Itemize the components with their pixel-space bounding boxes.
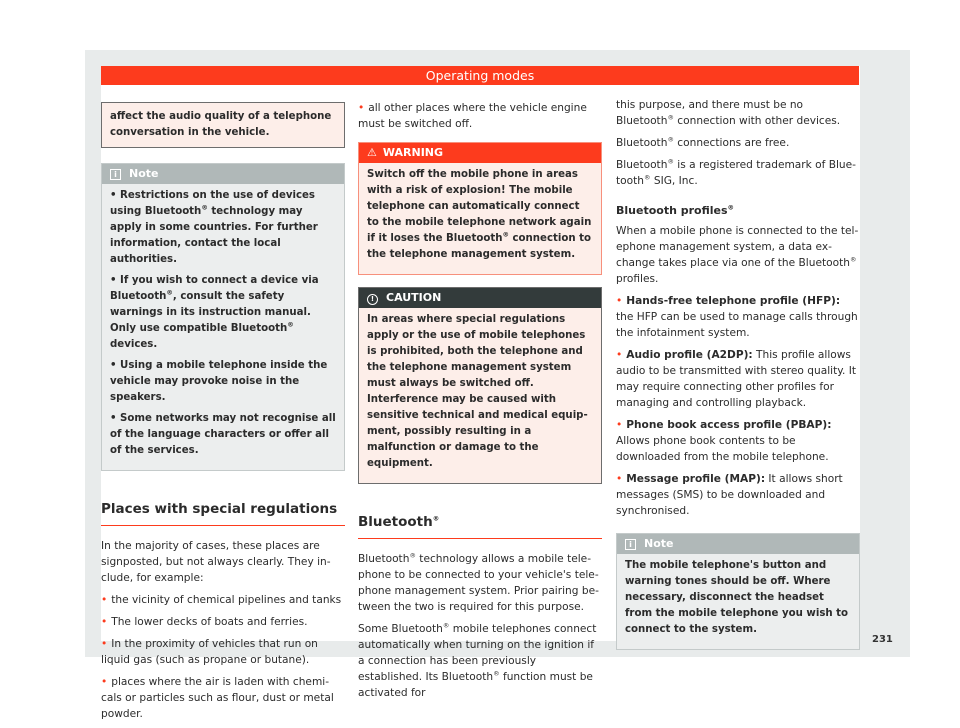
section-header: Operating modes [101,66,859,85]
column-3 [616,97,860,650]
note-header: i Note [617,534,859,554]
page-number: 231 [872,634,893,645]
paragraph: Bluetooth® is a registered trademark of Bluetooth® SIG, Inc. [616,157,856,187]
paragraph: this purpose, and there must be no Bluetooth® connection with other devices. [616,99,841,127]
note-item: • If you wish to connect a device via Bluetooth®, consult the safety warnings in its instruction manual. Only use compatible Bluetooth® devices. [110,275,319,350]
paragraph: In the majority of cases, these places are signposted, but not always clearly. They include, for example: [101,540,331,584]
warning-text: Switch off the mobile phone in areas with a risk of explosion! The mobile telephone can automatically connect to the mobile telephone network again if it loses the Bluetooth® connection to the telephone management system. [367,169,592,260]
section-heading: Places with special regulations [101,501,345,526]
warning-header: ⚠ WARNING [359,143,601,163]
caution-text: In areas where special regulations apply or the use of mobile telephones is prohibited, both the telephone and the telephone management system must always be switched off. Interference may be caused with sensitive technical and medical equipment, possibly resulting in a malfunction or damage to the equipment. [367,314,588,469]
continued-text: affect the audio quality of a telephone conversation in the vehicle. [110,111,332,138]
paragraph: Bluetooth® connections are free. [616,135,790,149]
bullet-item: • In the proximity of vehicles that run on liquid gas (such as propane or butane). [101,638,318,666]
profile-item: • Audio profile (A2DP): This profile allows audio to be transmitted with stereo quality. It may require connecting other profiles for managing and controlling playback. [616,349,857,409]
continued-warning-box [101,102,345,148]
note-item: • Restrictions on the use of devices using Bluetooth® technology may apply in some countries. For further information, contact the local authorities. [110,190,318,265]
note-header [102,164,344,184]
info-icon: i [110,169,121,180]
note-box [101,163,345,471]
paragraph: When a mobile phone is connected to the telephone management system, a data exchange takes place via one of the Bluetooth® profiles. [616,225,859,285]
note-box [616,533,860,650]
bullet-item: • places where the air is laden with chemicals or particles such as flour, dust or metal powder. [101,676,334,720]
info-icon: i [625,539,636,550]
paragraph: Some Bluetooth® mobile telephones connect automatically when turning on the ignition if a connection has been previously established. Its Bluetooth® function must be activated for [358,621,597,699]
note-text: The mobile telephone's button and warning tones should be off. Where necessary, disconnect the headset from the mobile telephone you wish to connect to the system. [625,560,849,635]
profile-item: • Hands-free telephone profile (HFP): the HFP can be used to manage calls through the infotainment system. [616,295,858,339]
note-title: Note [129,167,159,180]
bullet-item: • all other places where the vehicle engine must be switched off. [358,102,587,130]
warning-triangle-icon: ⚠ [367,146,377,159]
subheading: Bluetooth profiles® [616,203,735,217]
paragraph: Bluetooth® technology allows a mobile telephone to be connected to your vehicle's telephone management system. Prior pairing between the two is required for this purpose. [358,551,599,613]
warning-box [358,142,602,275]
caution-box [358,287,602,484]
caution-header: ! CAUTION [359,288,601,308]
note-item: • Using a mobile telephone inside the vehicle may provoke noise in the speakers. [110,360,328,403]
profile-item: • Message profile (MAP): It allows short messages (SMS) to be downloaded and synchronised. [616,473,843,517]
note-item: • Some networks may not recognise all of the language characters or offer all of the services. [110,413,336,456]
column-2 [358,100,602,707]
section-heading: Bluetooth® [358,514,602,539]
bullet-item: • the vicinity of chemical pipelines and tanks [101,594,342,606]
caution-circle-icon: ! [367,294,378,305]
column-1 [101,94,345,728]
bullet-item: • The lower decks of boats and ferries. [101,616,308,628]
profile-item: • Phone book access profile (PBAP): Allows phone book contents to be downloaded from the mobile telephone. [616,419,832,463]
